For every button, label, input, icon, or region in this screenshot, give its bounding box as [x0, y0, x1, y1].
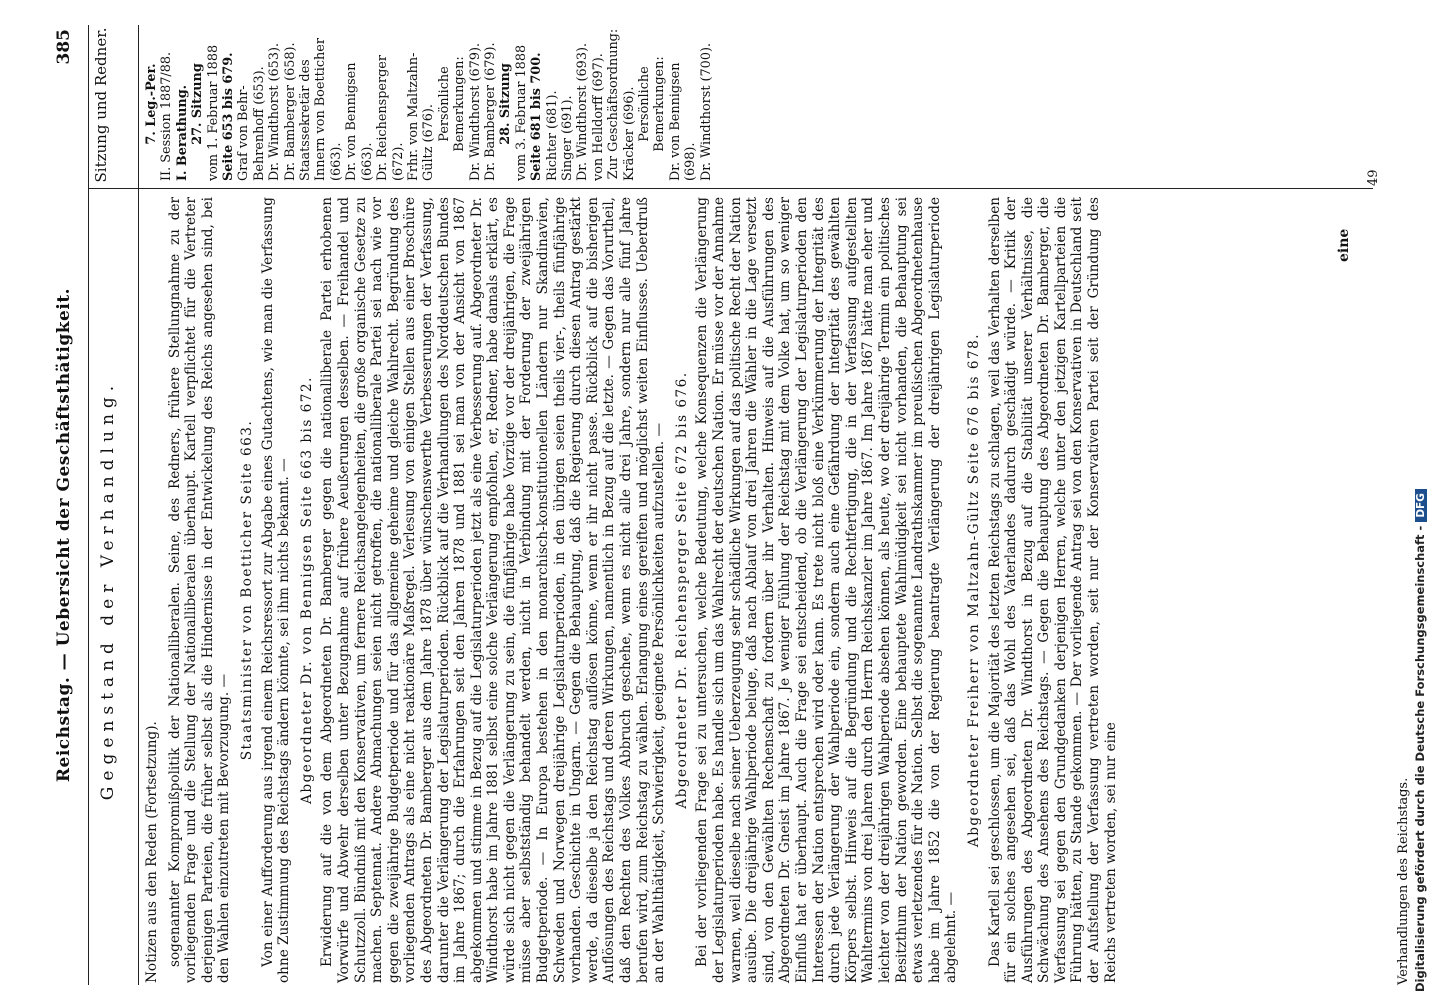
side-entry: Dr. Bamberger (679).	[482, 42, 498, 181]
side-entry: Richter (681).	[544, 90, 560, 181]
side-entry: 7. Leg.-Per.	[144, 63, 159, 145]
speaker-heading: Staatsminister von Boetticher Seite 663.	[238, 419, 255, 761]
side-entry: vom 3. Februar 1888	[513, 44, 529, 181]
side-entry: Seite 653 bis 679.	[221, 52, 237, 181]
side-entry: II. Session 1887/88.	[159, 51, 175, 181]
rotated-page-content	[18, 25, 1413, 985]
column-head-rule	[138, 25, 139, 985]
speaker-heading: Abgeordneter Dr. Reichensperger Seite 672 bis 676.	[673, 371, 690, 809]
side-entry: Dr. von Bennigsen (663).	[344, 62, 375, 181]
side-entry: Dr. Bamberger (658).	[282, 42, 298, 181]
catchword: eine	[1336, 228, 1352, 262]
side-entry: Dr. von Bennigsen (698).	[667, 62, 699, 181]
side-entry: Frhr. von Maltzahn-Gültz (676).	[405, 52, 437, 181]
sitting-and-speakers-column	[144, 27, 714, 181]
side-entry: Persönliche Bemerkungen:	[436, 56, 468, 152]
side-entry: Dr. Windthorst (653).	[267, 42, 283, 181]
speaker-heading: Abgeordneter Dr. von Bennigsen Seite 663 bis 672.	[298, 376, 315, 804]
side-entry: Zur Geschäftsordnung:	[606, 28, 622, 180]
page-number: 385	[54, 29, 74, 65]
side-entry: Dr. Windthorst (693).	[575, 42, 591, 181]
paragraph: Von einer Aufforderung aus irgend einem Reichsressort zur Abgabe eines Gutachtens, wie man die Verfassung ohne Zustimmung des Reichstags ändern könnte, sei ihm nichts bekannt. —	[259, 197, 293, 983]
main-text-column	[144, 197, 1125, 983]
side-entry: Dr. Reichensperger (672).	[375, 55, 406, 181]
side-entry: Staatssekretär des Innern von Boetticher (663).	[298, 38, 344, 181]
side-entry: Graf von Behr-Behrenhoff (653).	[236, 66, 267, 181]
side-entry: Kräcker (696).	[621, 86, 637, 181]
paragraph: Bei der vorliegenden Frage sei zu untersuchen, welche Bedeutung, welche Konsequenzen die Verlängerung der Legislaturperioden habe. Es handle sich um das Wahlrecht der deutschen Nation. Er müsse vor der Annahme warnen, weil dieselbe nach seiner Ueberzeugung sehr schädliche Wirkungen auf das politische Recht der Nation ausübe. Die dreijährige Wahlperiode beluge, daß nach Ablauf von drei Jahren die Wähler in die Lage versetzt sind, von den Gewählten Rechenschaft zu fordern über ihr Verhalten. Hinweis auf die Ausführungen des Abgeordneten Dr. Gneist im Jahre 1867. Je weniger Fühlung der Reichstag mit dem Volke hat, um so weniger Einfluß hat er überhaupt. Auch die Frage sei entscheidend, ob die Verlängerung der Legislaturperioden den Interessen der Nation entsprechen wird oder kann. Es trete nicht bloß eine Verkümmerung der Integrität des durch jede Verlängerung der Wahlperiode ein, sondern auch eine Gefährdung der Integrität des gewählten Körpers selbst. Hinweis auf die Begründung und die Rechtfertigung, die in der Verfassung aufgestellten Wahltermins von drei Jahren durch den Herrn Reichskanzler im Jahre 1867. Im Jahre 1867 hätte man eher und leichter von der dreijährigen Wahlperiode absehen können, als heute, wo der dreijährige Termin ein politisches Besitzthum der Nation geworden. Eine behauptete Wahlmüdigkeit sei nicht vorhanden, die Behauptung sei etwas verletzendes für die Nation. Selbst die sogenannte Landrathskammer im preußischen Abgeordnetenhause habe im Jahre 1852 die von der Regierung beantragte Verlängerung der dreijährigen Legislaturperiode abgelehnt. —	[694, 197, 960, 983]
dfg-logo: DFG	[1415, 489, 1427, 522]
side-entry: Dr. Windthorst (679).	[467, 42, 483, 181]
footer-left: Verhandlungen des Reichstags.	[1396, 777, 1411, 985]
speaker-heading: Abgeordneter Freiherr von Maltzahn-Gültz Seite 676 bis 678.	[965, 332, 982, 848]
column-title-side: Sitzung und Redner.	[92, 27, 110, 183]
page-frame	[18, 25, 1413, 985]
side-entry: Persönliche Bemerkungen:	[637, 56, 668, 152]
paragraph: Erwiderung auf die von dem Abgeordneten Dr. Bamberger gegen die nationalliberale Partei erhobenen Vorwürfe und Abwehr derselben unter Bezugnahme auf frühere Aeußerungen desselben. — Freihandel und Schutzzoll. Bündniß mit den Konservativen, um fernere Reichsangelegenheiten, die große organische Gesetze zu machen. Septennat. Andere Abmachungen seien nicht getroffen, die nationalliberale Partei sei nach wie vor gegen die zweijährige Budgetperiode und für das allgemeine geheime und gleiche Wahlrecht. Begründung des vorliegenden Antrags als eine nicht reaktionäre Maßregel. Verlesung von einigen Stellen aus einer Broschüre des Abgeordneten Dr. Bamberger aus dem Jahre 1878 über wünschenswerthe Verbesserungen der Verfassung, darunter die Verlängerung der Legislaturperioden. Rückblick auf die Verhandlungen des Norddeutschen Bundes im Jahre 1867; durch die Erfahrungen seit den Jahren 1878 und 1881 sei man von der Ansicht von 1867 abgekommen und stimme in Bezug auf die Legislaturperioden jetzt als eine Verbesserung auf. Abgeordneter Dr. Windthorst habe im Jahre 1881 selbst eine solche Verlängerung empfohlen, er, Redner, habe damals erklärt, es würde sich nicht gegen die Verlängerung zu sein, die fünfjährige habe Vorzüge vor der dreijährigen, die Frage müsse aber selbstständig behandelt werden, nicht in Verbindung mit der Forderung der zweijährigen Budgetperiode. — In Europa bestehen in den monarchisch-konstitutionellen Ländern nur Skandinavien, Schweden und Norwegen dreijährige Legislaturperioden, in den übrigen seien theils vier-, theils fünfjährige vorhanden. Geschichte in Ungarn. — Gegen die Behauptung, daß die Regierung durch diesen Antrag gestärkt werde, da dieselbe ja den Reichstag auflösen könne, wenn er ihr nicht passe. Rückblick auf die bisherigen Auflösungen des Reichstags und deren Wirkungen, namentlich in Bezug auf die letzte. — Gegen das Vorurtheil, daß den Rechten des Volkes Abbruch geschehe, wenn es nicht alle drei Jahre, sondern nur alle fünf Jahre berufen wird, zum Reichstag zu wählen. Erlangung eines gereiften und möglichst weiten Einflusses. Ueberdruß an der Wahlthätigkeit, Schwierigkeit, geeignete Persönlichkeiten aufzustellen. —	[319, 197, 668, 983]
paragraph: sogenannter Kompromißpolitik der Nationalliberalen. Seine, des Redners, frühere Stellungnahme zu der vorliegenden Frage und die Stellung der Nationalliberalen überhaupt. Kartell verpflichtet für die Vertreter derjenigen Parteien, die früher selbst als die Hindernisse in der Entwickelung des Reichs angesehen sind, bei den Wahlen einzutreten mit Bevorzugung. —	[166, 197, 233, 983]
paragraph: Das Kartell sei geschlossen, um die Majorität des letzten Reichstags zu schlagen, weil das Verhalten derselben für ein solches angesehen sei, daß das Wohl des Vaterlandes dadurch geschädigt würde. — Kritik der Ausführungen des Abgeordneten Dr. Windthorst in Bezug auf die Stabilität unserer Verhältnisse, die Schwächung des Ansehens des Reichstags. — Gegen die Behauptung des Abgeordneten Dr. Bamberger, die Verfassung sei gegen den Grundgedanken derjenigen Herren, welche unter den jetzigen Kartellparteien die Führung hätten, zu Stande gekommen. — Der vorliegende Antrag sei von den Konservativen in Deutschland seit der Aufstellung der Verfassung vertreten worden, seit nur der Konservativen Partei seit der Gründung des Reichs vertreten worden, sei nur eine	[986, 197, 1119, 983]
side-entry: von Helldorff (697).	[590, 53, 606, 181]
column-title-main: Gegenstand der Verhandlung.	[98, 379, 118, 801]
side-entry: Singer (691).	[559, 95, 575, 181]
side-entry: I. Berathung.	[174, 84, 190, 181]
side-entry: Seite 681 bis 700.	[529, 52, 545, 181]
side-entry: 27. Sitzung	[190, 63, 206, 145]
running-header	[48, 25, 88, 985]
column-divider	[88, 188, 1373, 189]
side-entry: Dr. Windthorst (700).	[698, 42, 714, 181]
credit-text: Digitalisierung gefördert durch die Deutsche Forschungsgemeinschaft -	[1413, 525, 1427, 992]
header-title: Reichstag. — Uebersicht der Geschäftsthätigkeit.	[54, 287, 74, 783]
side-entry: vom 1. Februar 1888	[205, 44, 221, 181]
section-heading: Notizen aus den Reden (Fortsetzung).	[144, 721, 160, 983]
signature-number: 49	[1366, 169, 1381, 186]
header-rule	[88, 25, 89, 985]
digitization-credit	[1413, 2, 1427, 992]
side-entry: 28. Sitzung	[498, 63, 514, 145]
